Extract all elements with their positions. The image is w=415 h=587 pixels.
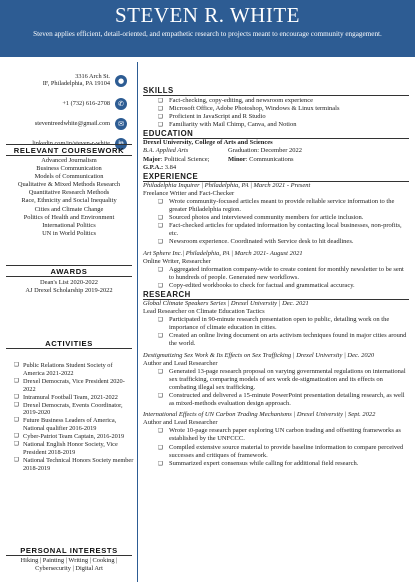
column-divider	[137, 62, 138, 582]
awards-list	[2, 279, 136, 295]
project-role: Author and Lead Researcher	[143, 419, 218, 427]
project-org: Destigmatizing Sex Work & Its Effects on Sex Trafficking | Drexel University | Dec. 2020	[143, 351, 375, 359]
list-item: ❑ Sourced photos and interviewed community members for article inclusion.	[143, 214, 409, 222]
major	[143, 156, 228, 164]
list-item: ❑ Cyber-Patriot Team Captain, 2016-2019	[14, 433, 134, 441]
project-org: International Effects of UN Carbon Trading Mechanisms | Drexel University | Sept. 2022	[143, 411, 376, 419]
list-item: Business Communication	[36, 165, 102, 173]
address-line-1: 3316 Arch St.	[75, 73, 110, 80]
list-item: ❑ Compiled extensive source material to provide baseline information to compare perceived successes and critiques of framework.	[143, 444, 409, 460]
graduation: Graduation: December 2022	[228, 147, 303, 155]
contact-phone	[6, 98, 132, 112]
list-item: ❑ Newsroom experience. Coordinated with Service desk to hit deadlines.	[143, 238, 409, 246]
list-item: ❑ National English Honor Society, Vice President 2018-2019	[14, 441, 134, 457]
list-item: ❑ Generated 13-page research proposal on varying governmental regulations on international sex trafficking, comparing models of sex work de-stigmatization and its effects on combating illegal sex trafficking.	[143, 368, 409, 392]
interests-title: PERSONAL INTERESTS	[20, 546, 118, 555]
email-text[interactable]: steventreedwhite@gmail.com	[34, 120, 110, 127]
list-item: ❑ Participated in 90-minute research presentation open to public, detailing work on the importance of climate education in cities.	[143, 316, 409, 332]
list-item: ❑ Intramural Football Team, 2021-2022	[14, 394, 134, 402]
list-item: ❑ Wrote 10-page research paper exploring UN carbon trading and offsetting frameworks as established by the UNFCCC.	[143, 427, 409, 443]
interests-list	[2, 557, 136, 573]
awards-rule	[6, 276, 132, 277]
minor-label: Minor	[228, 155, 246, 163]
list-item: ❑ Future Business Leaders of America, National qualifier 2016-2019	[14, 417, 134, 433]
list-item: ❑ Microsoft Office, Adobe Photoshop, Windows & Linux terminals	[143, 105, 409, 113]
awards-top-rule	[6, 265, 132, 266]
list-item: ❑ Drexel Democrats, Events Coordinator, 2019-2020	[14, 402, 134, 418]
list-item: Models of Communication	[34, 173, 104, 181]
minor	[228, 156, 409, 164]
phone-text: +1 (732) 616-2708	[62, 100, 110, 107]
project-bullets	[143, 316, 409, 348]
job-org: Art Sphere Inc.| Philadelphia, PA | March 2021- August 2021	[143, 249, 303, 257]
list-item: ❑ Aggregated information company-wide to create content for monthly newsletter to be sent to hundreds of people. Generated new workflows.	[143, 266, 409, 282]
contact-rule	[6, 144, 132, 145]
summary-text: Steven applies efficient, detail-oriented, and empathetic research to projects meant to encourage community engagement.	[33, 30, 382, 38]
list-item: Advanced Journalism	[41, 157, 97, 164]
minor-value: : Communications	[245, 155, 294, 163]
school-name: Drexel University, College of Arts and Sciences	[143, 139, 273, 147]
project-role: Author and Lead Researcher	[143, 359, 218, 367]
list-item: Race, Ethnicity and Social Inequality	[21, 197, 117, 205]
person-name: STEVEN R. WHITE	[114, 3, 300, 27]
project-bullets	[143, 427, 409, 467]
location-icon: ●	[115, 75, 127, 87]
gpa	[143, 164, 409, 172]
list-item: ❑ Proficient in JavaScript and R Studio	[143, 113, 409, 121]
list-item: ❑ Drexel Democrats, Vice President 2020-2022	[14, 378, 134, 394]
coursework-rule	[6, 155, 132, 156]
list-item: ❑ Constructed and delivered a 15-minute PowerPoint presentation detailing research, as well as mixed-methods evaluation design approach.	[143, 392, 409, 408]
list-item: ❑ Fact-checking, copy-editing, and newsroom experience	[143, 97, 409, 105]
phone-icon: ✆	[115, 98, 127, 110]
list-item: Qualitative & Mixed Methods Research	[17, 181, 121, 189]
list-item: ❑ Summarized expert consensus while calling for additional field research.	[143, 460, 409, 468]
project-org: Global Climate Speakers Series | Drexel University | Dec. 2021	[143, 299, 309, 307]
list-item: ❑ Fact-checked articles for updated information by contacting local businesses, non-profits, etc.	[143, 222, 409, 238]
project-role: Lead Researcher on Climate Education Tactics	[143, 308, 265, 316]
contact-email	[6, 118, 132, 132]
contact-address	[6, 71, 132, 93]
list-item: ❑ Public Relations Student Society of America 2021-2022	[14, 362, 134, 378]
list-item: Dean's List 2020-2022	[40, 279, 98, 286]
awards-title: AWARDS	[50, 267, 88, 276]
right-column	[143, 86, 409, 468]
list-item: ❑ Familiarity with Mail Chimp, Canva, and Notion	[143, 121, 409, 129]
list-item: UN in World Politics	[42, 229, 96, 237]
activities-list	[14, 362, 134, 473]
email-icon: ✉	[115, 118, 127, 130]
gpa-value: 3.84	[163, 163, 177, 171]
major-value: : Political Science;	[160, 155, 210, 163]
degree: B.A. Applied Arts	[143, 147, 189, 155]
job-bullets	[143, 198, 409, 247]
coursework-list	[2, 157, 136, 238]
interests-line-2: Cybersecurity | Digital Art	[35, 565, 103, 573]
gpa-label: G.P.A.:	[143, 163, 164, 171]
list-item: ❑ Wrote community-focused articles meant to provide reliable service information to the greater Philadelphia region.	[143, 198, 409, 214]
list-item: ❑ Copy-edited workbooks to check for factual and grammatical accuracy.	[143, 282, 409, 290]
research-title: RESEARCH	[143, 290, 409, 300]
list-item: ❑ National Technical Honors Society member 2018-2019	[14, 457, 134, 473]
coursework-title: RELEVANT COURSEWORK	[13, 146, 125, 155]
skills-list	[143, 96, 409, 129]
list-item: ❑ Created an online living document on arts activism techniques found in major cities around the world.	[143, 332, 409, 348]
job-role: Online Writer, Researcher	[143, 257, 211, 265]
major-label: Major	[143, 155, 161, 163]
experience-title: EXPERIENCE	[143, 172, 409, 182]
list-item: AJ Drexel Scholarship 2019-2022	[25, 287, 113, 295]
project-bullets	[143, 368, 409, 408]
header-banner	[0, 0, 415, 57]
education-details	[143, 147, 409, 163]
list-item: Politics of Health and Environment	[23, 213, 115, 221]
job-bullets	[143, 266, 409, 290]
interests-line-1: Hiking | Painting | Writing | Cooking |	[20, 557, 118, 564]
education-title: EDUCATION	[143, 129, 409, 139]
list-item: International Politics	[42, 221, 96, 229]
job-org: Philadelphia Inquirer | Philadelphia, PA | March 2021 - Present	[143, 181, 311, 189]
activities-title: ACTIVITIES	[45, 339, 93, 348]
address-line-2: IF, Philadelphia, PA 19104	[42, 80, 110, 88]
job-role: Freelance Writer and Fact-Checker	[143, 189, 235, 197]
activities-rule	[6, 348, 132, 349]
list-item: Quantitative Research Methods	[28, 189, 110, 197]
skills-title: SKILLS	[143, 86, 409, 96]
list-item: Cities and Climate Change	[34, 205, 104, 213]
interests-rule	[6, 555, 132, 556]
